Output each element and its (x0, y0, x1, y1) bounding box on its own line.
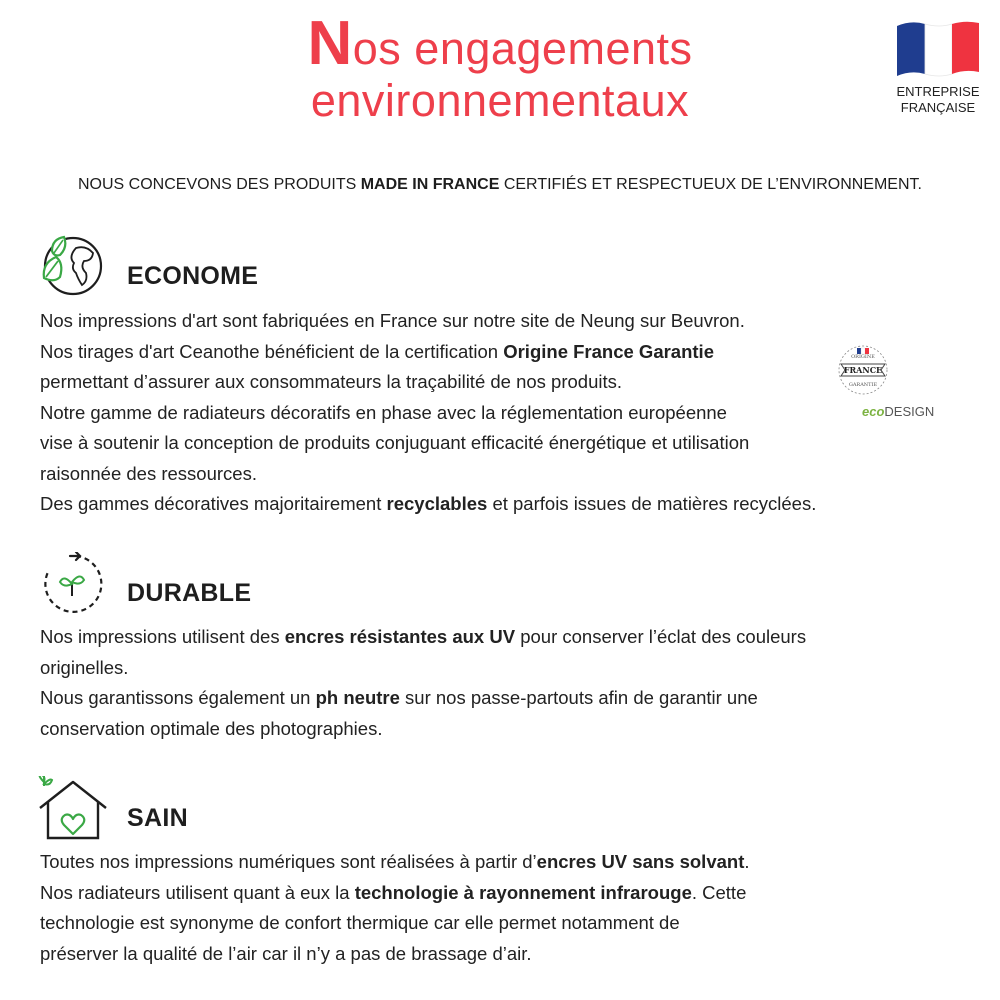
seal-center-text: FRANCE (843, 365, 883, 375)
seal-bottom-text: GARANTIE (848, 382, 878, 388)
house-heart-icon (38, 776, 108, 840)
ecodesign-logo: ecoDESIGN (862, 404, 935, 419)
page-title (0, 9, 1000, 127)
title-line1: os engagements (352, 23, 693, 74)
origine-france-garantie-seal (835, 342, 891, 398)
title-cap: N (307, 9, 353, 78)
durable-paragraph: Nos impressions utilisent des encres résistantes aux UV pour conserver l’éclat des couleurs originelles. Nous garantissons également un ph neutre sur nos passe-partouts afin de garantir une conservation optimale des photographies. (40, 626, 807, 739)
section-title-sain: SAIN (127, 804, 188, 832)
intro-statement: NOUS CONCEVONS DES PRODUITS MADE IN FRANCE CERTIFIÉS ET RESPECTUEUX DE L’ENVIRONNEMENT. (78, 176, 922, 193)
leaf-globe-icon (38, 233, 106, 299)
french-flag-icon (895, 18, 981, 78)
entreprise-francaise-label: ENTREPRISE FRANÇAISE (896, 84, 980, 115)
title-line2: environnementaux (310, 75, 690, 126)
seal-top-text: ORIGINE (851, 354, 875, 360)
clock-leaf-icon (40, 552, 104, 616)
section-title-econome: ECONOME (127, 262, 259, 290)
sain-paragraph: Toutes nos impressions numériques sont réalisées à partir d’encres UV sans solvant. Nos radiateurs utilisent quant à eux la technologie à rayonnement infrarouge. Cette technologie est synonyme de confort thermique car elle permet notamment de préserver la qualité de l’air car il n’y a pas de brassage d’air. (40, 851, 750, 964)
section-title-durable: DURABLE (127, 579, 252, 607)
econome-paragraph: Nos impressions d'art sont fabriquées en France sur notre site de Neung sur Beuvron. Nos tirages d'art Ceanothe bénéficient de la certification Origine France Garantie permettant d’assurer aux consommateurs la traçabilité de nos produits. Notre gamme de radiateurs décoratifs en phase avec la réglementation européenne vise à soutenir la conception de produits conjuguant efficacité énergétique et utilisation raisonnée des ressources. Des gammes décoratives majoritairement recyclables et parfois issues de matières recyclées. (40, 310, 817, 514)
